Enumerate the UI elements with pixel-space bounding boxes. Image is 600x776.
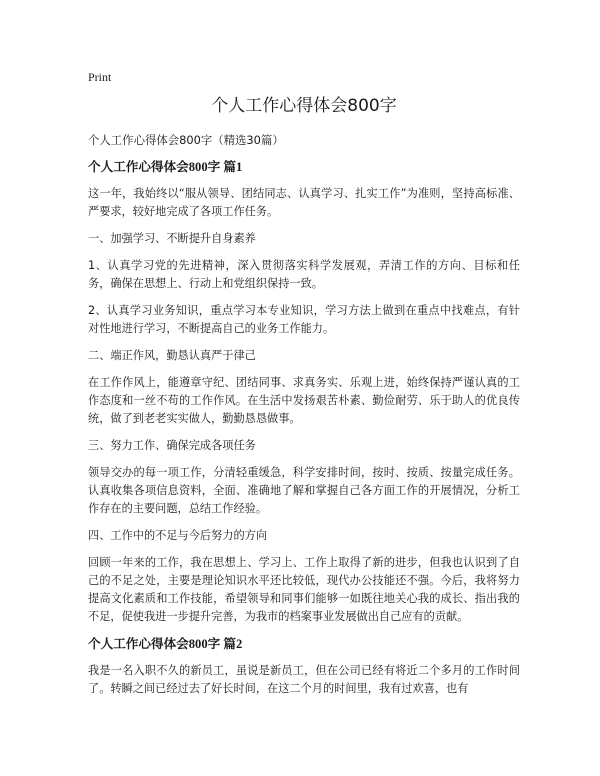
section-heading: 个人工作心得体会800字 篇2 [88,637,243,651]
subsection-heading: 一、加强学习、不断提升自身素养 [88,232,256,245]
document-body [88,131,520,707]
subsection-heading: 二、端正作风，勤恳认真严于律己 [88,349,256,362]
paragraph: 这一年，我始终以“服从领导、团结同志、认真学习、扎实工作”为准则，坚持高标准、严要求，较好地完成了各项工作任务。 [88,187,520,218]
subsection-heading: 三、努力工作、确保完成各项任务 [88,439,256,452]
document-subtitle: 个人工作心得体会800字（精选30篇） [88,133,284,147]
paragraph: 1、认真学习党的先进精神，深入贯彻落实科学发展观，弄清工作的方向、目标和任务，确保在思想上、行动上和党组织保持一致。 [88,259,520,290]
paragraph: 回顾一年来的工作，我在思想上、学习上、工作上取得了新的进步，但我也认识到了自己的不足之处，主要是理论知识水平还比较低，现代办公技能还不强。今后，我将努力提高文化素质和工作技能，希望领导和同事们能够一如既往地关心我的成长、指出我的不足，促使我进一步提升完善，为我市的档案事业发展做出自己应有的贡献。 [88,556,520,623]
subsection-heading: 四、工作中的不足与今后努力的方向 [88,529,268,542]
print-link[interactable]: Print [88,70,112,84]
paragraph: 领导交办的每一项工作，分清轻重缓急，科学安排时间，按时、按质、按量完成任务。认真收集各项信息资料，全面、准确地了解和掌握自己各方面工作的开展情况，分析工作存在的主要问题，总结工作经验。 [88,466,520,515]
document-title: 个人工作心得体会800字 [211,96,397,116]
paragraph: 2、认真学习业务知识，重点学习本专业知识，学习方法上做到在重点中找难点，有针对性地进行学习，不断提高自己的业务工作能力。 [88,304,520,335]
paragraph: 我是一名入职不久的新员工，虽说是新员工，但在公司已经有将近二个多月的工作时间了。转瞬之间已经过去了好长时间，在这二个月的时间里，我有过欢喜，也有 [88,664,520,695]
paragraph: 在工作作风上，能遵章守纪、团结同事、求真务实、乐观上进，始终保持严谨认真的工作态度和一丝不苟的工作作风。在生活中发扬艰苦朴素、勤俭耐劳、乐于助人的优良传统，做了到老老实实做人，勤勤恳恳做事。 [88,376,520,425]
section-heading: 个人工作心得体会800字 篇1 [88,160,243,174]
